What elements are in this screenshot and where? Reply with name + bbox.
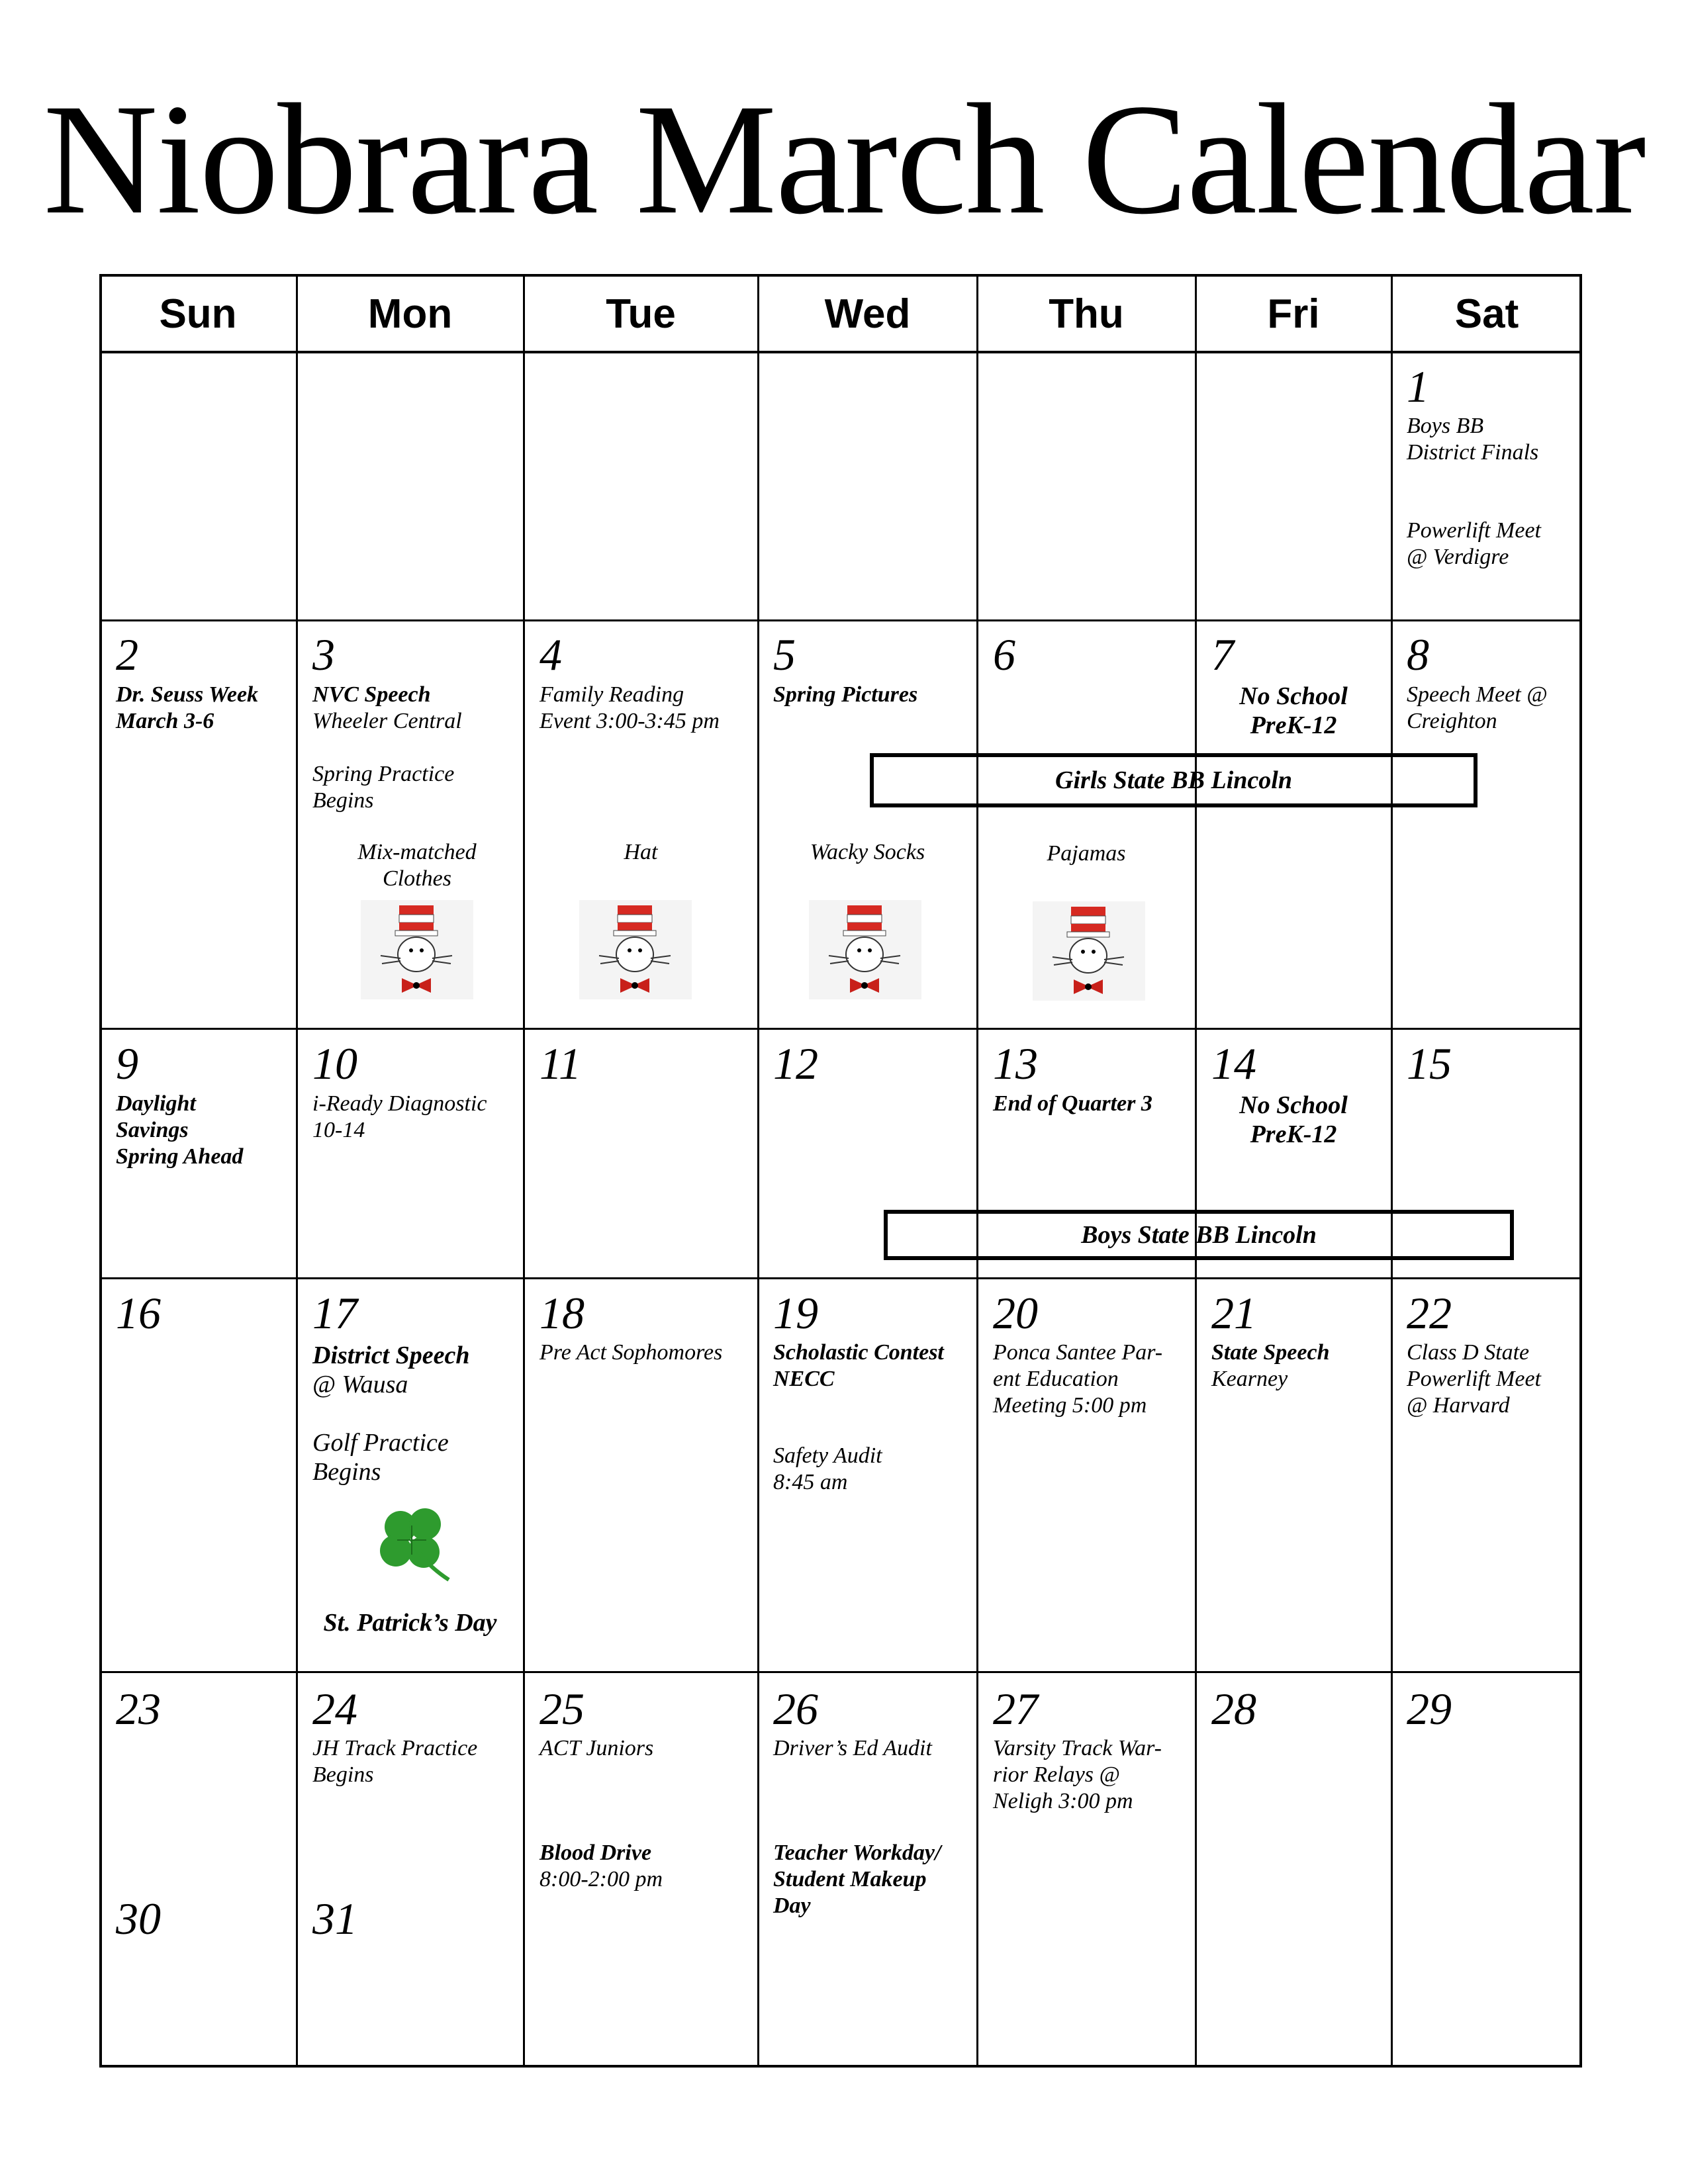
day-18: 18 <box>539 1288 585 1338</box>
event-text: @ Wausa <box>312 1371 408 1398</box>
day-1: 1 <box>1407 361 1429 412</box>
day-9: 9 <box>116 1038 138 1089</box>
event-text: No School <box>1239 682 1348 710</box>
day-19: 19 <box>773 1288 818 1338</box>
day-25: 25 <box>539 1684 585 1734</box>
event-text: PreK-12 <box>1250 711 1337 739</box>
grid-line <box>99 1671 1582 1673</box>
event-text: @ Verdigre <box>1407 545 1509 569</box>
cat-in-hat-image <box>579 900 692 999</box>
day-28: 28 <box>1211 1684 1256 1734</box>
day-17: 17 <box>312 1288 357 1338</box>
shamrock-image <box>371 1499 457 1585</box>
event-text: Driver’s Ed Audit <box>773 1736 932 1760</box>
event-text: Savings <box>116 1118 189 1142</box>
event-text: Spring Ahead <box>116 1144 244 1169</box>
event-text: Clothes <box>383 866 451 891</box>
event-text: 8:45 am <box>773 1470 848 1494</box>
event-text: End of Quarter 3 <box>993 1091 1152 1116</box>
event-text: Golf Practice <box>312 1429 449 1457</box>
day-30: 30 <box>116 1893 161 1944</box>
day-31: 31 <box>312 1893 357 1944</box>
event-text: rior Relays @ <box>993 1762 1120 1787</box>
page-title: Niobrara March Calendar <box>43 71 1645 247</box>
grid-line <box>1195 274 1197 2068</box>
weekday-sat: Sat <box>1391 274 1582 353</box>
event-text: District Finals <box>1407 440 1539 465</box>
event-text: Dr. Seuss Week <box>116 682 259 707</box>
day-3: 3 <box>312 629 335 680</box>
event-text: ACT Juniors <box>539 1736 654 1760</box>
event-text: District Speech <box>312 1342 470 1369</box>
day-20: 20 <box>993 1288 1038 1338</box>
girls-state-bb-banner: Girls State BB Lincoln <box>870 753 1477 807</box>
cat-in-hat-image <box>361 900 473 999</box>
day-15: 15 <box>1407 1038 1452 1089</box>
event-text: Boys BB <box>1407 414 1484 438</box>
event-text: Class D State <box>1407 1340 1530 1365</box>
event-text: Wacky Socks <box>810 840 925 864</box>
boys-state-bb-banner: Boys State BB Lincoln <box>884 1210 1514 1260</box>
day-7: 7 <box>1211 629 1234 680</box>
event-text: Safety Audit <box>773 1443 882 1468</box>
event-text: 8:00-2:00 pm <box>539 1867 663 1891</box>
event-text: ent Education <box>993 1367 1119 1391</box>
day-8: 8 <box>1407 629 1429 680</box>
weekday-thu: Thu <box>977 274 1196 353</box>
event-text: Student Makeup <box>773 1867 927 1891</box>
event-text: NECC <box>773 1367 835 1391</box>
day-13: 13 <box>993 1038 1038 1089</box>
event-text: Event 3:00-3:45 pm <box>539 709 720 733</box>
event-text: Powerlift Meet <box>1407 1367 1542 1391</box>
event-text: Daylight <box>116 1091 196 1116</box>
day-4: 4 <box>539 629 562 680</box>
day-11: 11 <box>539 1038 581 1089</box>
grid-line <box>296 274 298 2068</box>
event-text: Scholastic Contest <box>773 1340 944 1365</box>
grid-line <box>99 1277 1582 1279</box>
event-text: Ponca Santee Par- <box>993 1340 1163 1365</box>
event-text: St. Patrick’s Day <box>323 1609 497 1637</box>
event-text: @ Harvard <box>1407 1393 1510 1418</box>
event-text: Powerlift Meet <box>1407 518 1542 543</box>
event-text: Day <box>773 1893 811 1918</box>
day-16: 16 <box>116 1288 161 1338</box>
day-21: 21 <box>1211 1288 1256 1338</box>
grid-line <box>523 274 525 2068</box>
event-text: Pre Act Sophomores <box>539 1340 723 1365</box>
grid-line <box>757 274 759 2068</box>
event-text: Blood Drive <box>539 1841 652 1865</box>
day-10: 10 <box>312 1038 357 1089</box>
event-text: Family Reading <box>539 682 684 707</box>
event-text: Mix-matched <box>357 840 477 864</box>
day-12: 12 <box>773 1038 818 1089</box>
event-text: Teacher Workday/ <box>773 1841 941 1865</box>
day-23: 23 <box>116 1684 161 1734</box>
event-text: PreK-12 <box>1250 1120 1337 1148</box>
cat-in-hat-image <box>809 900 921 999</box>
event-text: Kearney <box>1211 1367 1288 1391</box>
event-text: i-Ready Diagnostic <box>312 1091 487 1116</box>
event-text: Creighton <box>1407 709 1497 733</box>
event-text: Spring Pictures <box>773 682 918 707</box>
weekday-fri: Fri <box>1196 274 1391 353</box>
event-text: No School <box>1239 1091 1348 1119</box>
day-6: 6 <box>993 629 1015 680</box>
cat-in-hat-image <box>1033 901 1145 1001</box>
day-24: 24 <box>312 1684 357 1734</box>
event-text: Begins <box>312 1762 374 1787</box>
event-text: NVC Speech <box>312 682 431 707</box>
weekday-tue: Tue <box>524 274 758 353</box>
day-14: 14 <box>1211 1038 1256 1089</box>
day-2: 2 <box>116 629 138 680</box>
day-29: 29 <box>1407 1684 1452 1734</box>
grid-line <box>99 1028 1582 1030</box>
day-27: 27 <box>993 1684 1038 1734</box>
weekday-mon: Mon <box>297 274 524 353</box>
event-text: State Speech <box>1211 1340 1330 1365</box>
weekday-sun: Sun <box>99 274 297 353</box>
day-22: 22 <box>1407 1288 1452 1338</box>
event-text: Wheeler Central <box>312 709 462 733</box>
event-text: Speech Meet @ <box>1407 682 1548 707</box>
event-text: Spring Practice <box>312 762 455 786</box>
grid-line <box>99 619 1582 621</box>
event-text: JH Track Practice <box>312 1736 478 1760</box>
event-text: Meeting 5:00 pm <box>993 1393 1147 1418</box>
event-text: Neligh 3:00 pm <box>993 1789 1133 1813</box>
event-text: Hat <box>624 840 658 864</box>
event-text: Varsity Track War- <box>993 1736 1162 1760</box>
calendar-grid <box>99 274 1582 2068</box>
event-text: Begins <box>312 788 374 813</box>
grid-line <box>1391 274 1393 2068</box>
event-text: Begins <box>312 1458 381 1486</box>
weekday-wed: Wed <box>758 274 977 353</box>
day-26: 26 <box>773 1684 818 1734</box>
day-5: 5 <box>773 629 796 680</box>
grid-line <box>976 274 978 2068</box>
event-text: Pajamas <box>1047 841 1126 866</box>
event-text: March 3-6 <box>116 709 214 733</box>
event-text: 10-14 <box>312 1118 365 1142</box>
